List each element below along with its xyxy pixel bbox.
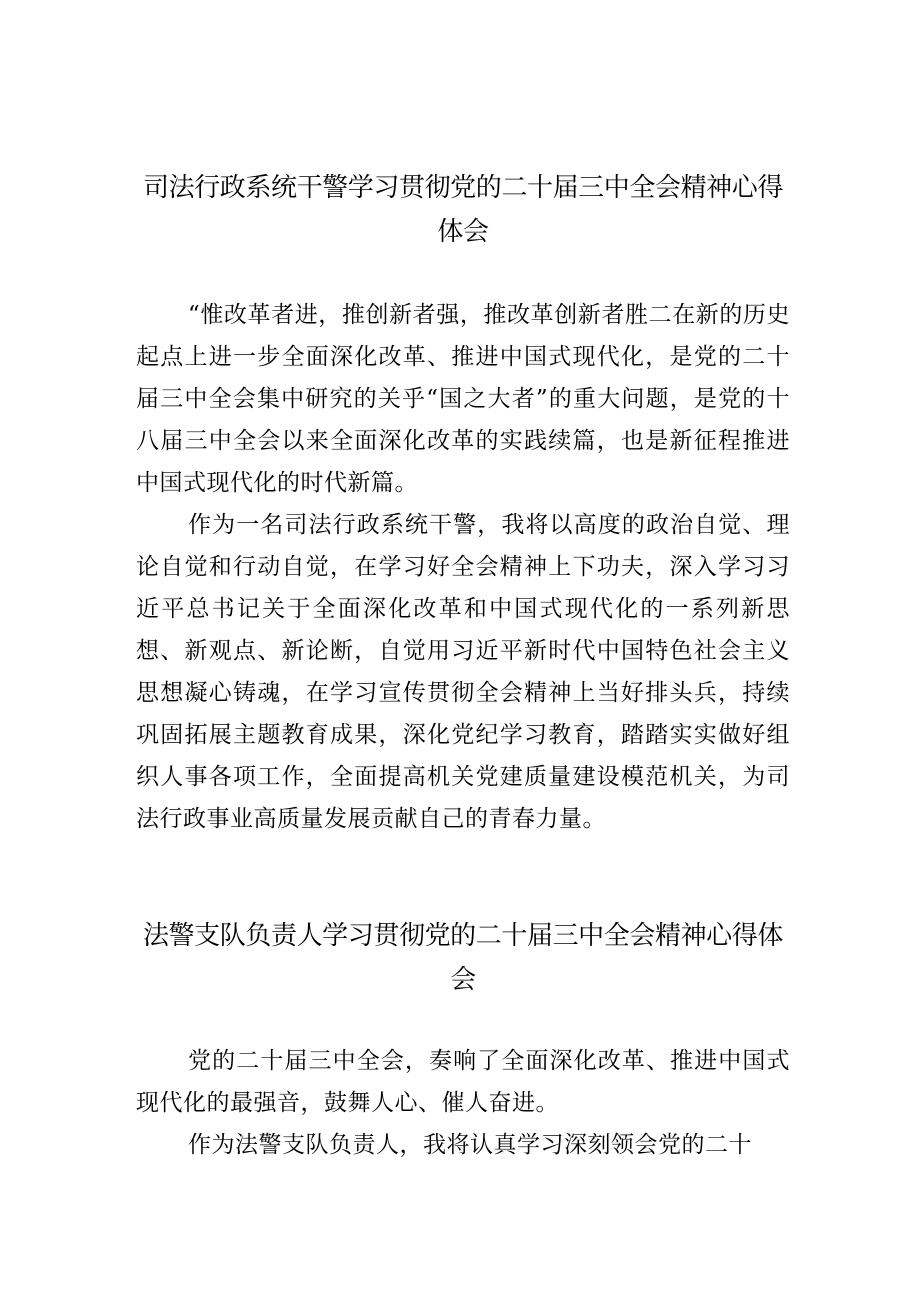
- section-2-title: 法警支队负责人学习贯彻党的二十届三中全会精神心得体会: [142, 921, 783, 995]
- section-2-paragraph-2: 作为法警支队负责人，我将认真学习深刻领会党的二十: [188, 1132, 752, 1158]
- section-2-paragraph-1: 党的二十届三中全会，奏响了全面深化改革、推进中国式现代化的最强音，鼓舞人心、催人奋进。: [136, 1048, 790, 1116]
- section-1-title: 司法行政系统干警学习贯彻党的二十届三中全会精神心得体会: [142, 173, 783, 247]
- section-1-paragraph-1: “惟改革者进，推创新者强，推改革创新者胜二在新的历史起点上进一步全面深化改革、推进中国式现代化，是党的二十届三中全会集中研究的关乎“国之大者”的重大问题，是党的十八届三中全会以来全面深化改革的实践续篇，也是新征程推进中国式现代化的时代新篇。: [136, 302, 790, 496]
- section-1-paragraph-2: 作为一名司法行政系统干警，我将以高度的政治自觉、理论自觉和行动自觉，在学习好全会精神上下功夫，深入学习习近平总书记关于全面深化改革和中国式现代化的一系列新思想、新观点、新论断，自觉用习近平新时代中国特色社会主义思想凝心铸魂，在学习宣传贯彻全会精神上当好排头兵，持续巩固拓展主题教育成果，深化党纪学习教育，踏踏实实做好组织人事各项工作，全面提高机关党建质量建设模范机关，为司法行政事业高质量发展贡献自己的青春力量。: [136, 512, 790, 832]
